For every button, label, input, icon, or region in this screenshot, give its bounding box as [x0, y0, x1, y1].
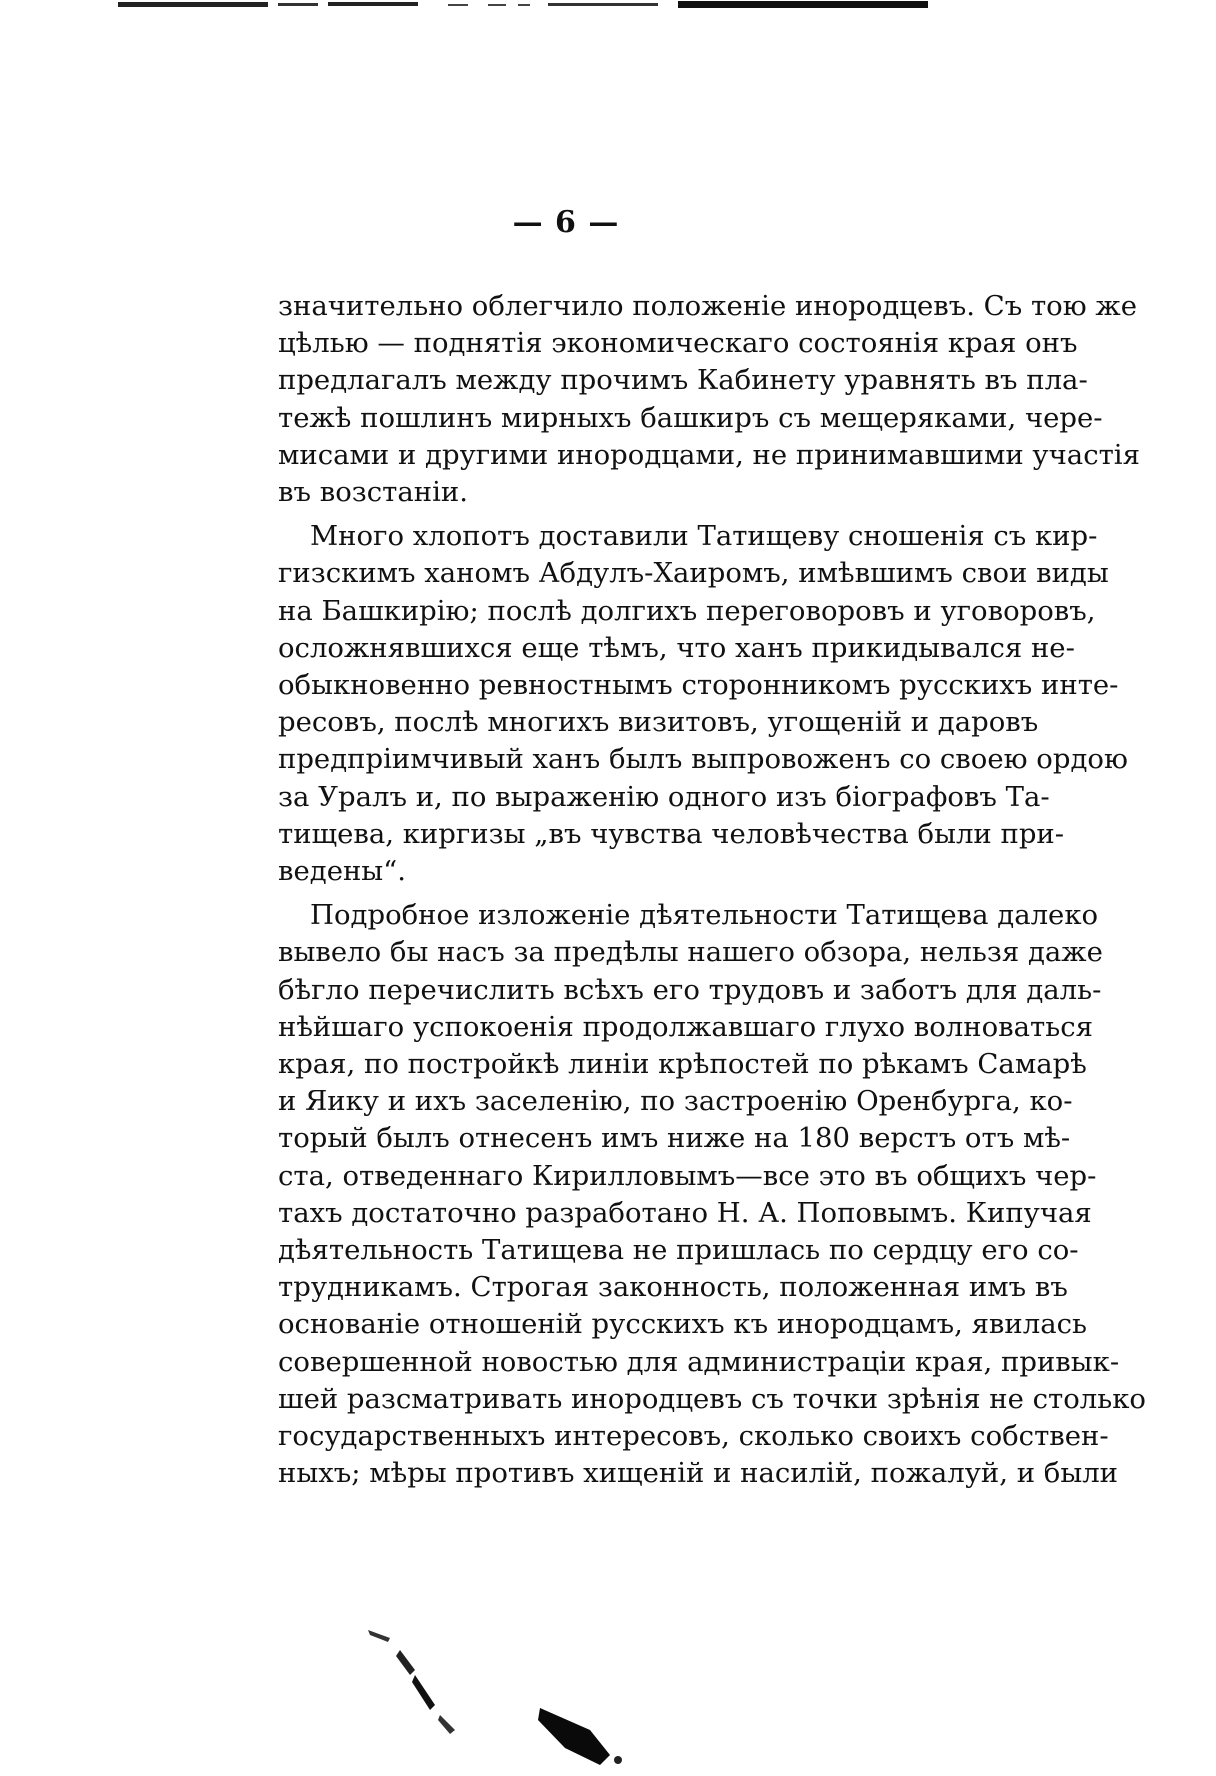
text-line: значительно облегчило положеніе инородцевъ. Съ тою же — [278, 290, 1137, 322]
text-line: гизскимъ ханомъ Абдулъ-Хаиромъ, имѣвшимъ свои виды — [278, 557, 1109, 590]
text-line: осложнявшихся еще тѣмъ, что ханъ прикидывался не- — [278, 631, 1075, 664]
paragraph — [278, 518, 1128, 890]
text-line: и Яику и ихъ заселенію, по застроенію Оренбурга, ко- — [278, 1085, 1073, 1118]
text-line: Много хлопотъ доставили Татищеву сношенія съ кир- — [310, 520, 1098, 553]
text-line: мисами и другими инородцами, не принимавшими участія — [278, 438, 1140, 471]
text-line: тищева, киргизы „въ чувства человѣчества были при- — [278, 817, 1065, 850]
text-line: въ возстаніи. — [278, 476, 468, 509]
text-line: Подробное изложеніе дѣятельности Татищева далеко — [310, 899, 1099, 932]
text-line: трудникамъ. Строгая законность, положенная имъ въ — [278, 1271, 1068, 1304]
paragraph — [278, 288, 1140, 511]
text-line: тахъ достаточно разработано Н. А. Поповымъ. Кипучая — [278, 1196, 1092, 1229]
text-line: тежѣ пошлинъ мирныхъ башкиръ съ мещеряками, чере- — [278, 401, 1103, 434]
text-line: нѣйшаго успокоенія продолжавшаго глухо волноваться — [278, 1010, 1093, 1043]
text-line: предлагалъ между прочимъ Кабинету уравнять въ пла- — [278, 364, 1088, 397]
text-line: бѣгло перечислить всѣхъ его трудовъ и заботъ для даль- — [278, 973, 1102, 1006]
text-line: шей разсматривать инородцевъ съ точки зрѣнія не столько — [278, 1382, 1146, 1415]
text-line: ста, отведеннаго Кирилловымъ—все это въ общихъ чер- — [278, 1159, 1097, 1192]
text-line: дѣятельность Татищева не пришлась по сердцу его со- — [278, 1234, 1079, 1267]
scan-smudge-mark — [360, 1620, 660, 1770]
text-line: на Башкирію; послѣ долгихъ переговоровъ и уговоровъ, — [278, 594, 1096, 627]
text-line: обыкновенно ревностнымъ сторонникомъ русскихъ инте- — [278, 669, 1119, 702]
text-line: торый былъ отнесенъ имъ ниже на 180 верстъ отъ мѣ- — [278, 1122, 1071, 1155]
text-line: вывело бы насъ за предѣлы нашего обзора, нельзя даже — [278, 936, 1103, 969]
page-number: — 6 — — [512, 205, 620, 240]
text-line: совершенной новостью для администраціи края, привык- — [278, 1345, 1120, 1378]
text-line: за Уралъ и, по выраженію одного изъ біографовъ Та- — [278, 780, 1050, 813]
text-line: государственныхъ интересовъ, сколько своихъ собствен- — [278, 1420, 1109, 1453]
text-line: ведены“. — [278, 855, 406, 888]
text-line: края, по постройкѣ линіи крѣпостей по рѣкамъ Самарѣ — [278, 1048, 1087, 1081]
scan-edge-mark — [118, 0, 936, 10]
text-line: основаніе отношеній русскихъ къ инородцамъ, явилась — [278, 1308, 1087, 1341]
text-line: ныхъ; мѣры противъ хищеній и насилій, пожалуй, и были — [278, 1457, 1119, 1490]
body-text — [278, 288, 1146, 1500]
text-line: ресовъ, послѣ многихъ визитовъ, угощеній и даровъ — [278, 706, 1039, 739]
paragraph — [278, 897, 1146, 1492]
text-line: предпріимчивый ханъ былъ выпровоженъ со своею ордою — [278, 743, 1128, 776]
text-line: цѣлью — поднятія экономическаго состоянія края онъ — [278, 327, 1078, 360]
